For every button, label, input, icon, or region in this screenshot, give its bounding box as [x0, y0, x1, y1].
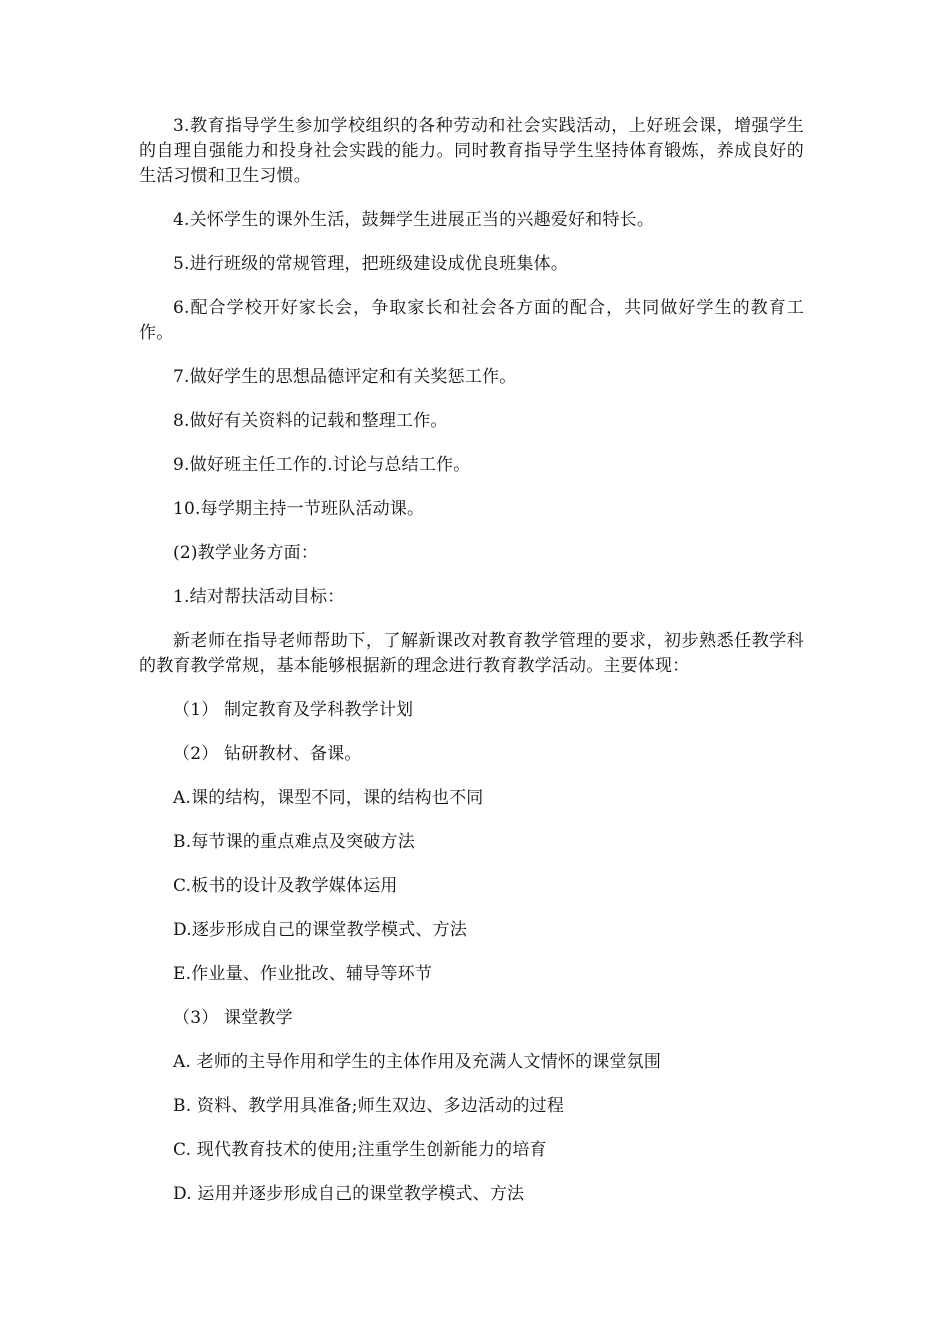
paragraph-item-10: 10.每学期主持一节班队活动课。: [173, 499, 425, 519]
list-item-classroom-d: D. 运用并逐步形成自己的课堂教学模式、方法: [173, 1184, 525, 1204]
list-item-prepare: （2） 钻研教材、备课。: [173, 744, 362, 764]
subheading-mentoring-goal: 1.结对帮扶活动目标：: [173, 587, 345, 607]
paragraph-item-9: 9.做好班主任工作的.讨论与总结工作。: [173, 455, 471, 475]
list-item-classroom: （3） 课堂教学: [173, 1008, 293, 1028]
paragraph-item-5: 5.进行班级的常规管理，把班级建设成优良班集体。: [173, 254, 569, 274]
paragraph-mentoring-description: 新老师在指导老师帮助下，了解新课改对教育教学管理的要求，初步熟悉任教学科的教育教学常规，基本能够根据新的理念进行教育教学活动。主要体现：: [139, 631, 804, 676]
section-heading-teaching: (2)教学业务方面：: [173, 543, 319, 563]
list-item-classroom-a: A. 老师的主导作用和学生的主体作用及充满人文情怀的课堂氛围: [173, 1052, 662, 1072]
list-item-plan: （1） 制定教育及学科教学计划: [173, 700, 414, 720]
list-item-classroom-c: C. 现代教育技术的使用;注重学生创新能力的培育: [173, 1140, 547, 1160]
paragraph-item-6: 6.配合学校开好家长会，争取家长和社会各方面的配合，共同做好学生的教育工作。: [139, 298, 804, 343]
paragraph-item-7: 7.做好学生的思想品德评定和有关奖惩工作。: [173, 367, 517, 387]
list-item-classroom-b: B. 资料、教学用具准备;师生双边、多边活动的过程: [173, 1096, 565, 1116]
list-item-prepare-d: D.逐步形成自己的课堂教学模式、方法: [173, 920, 468, 940]
document-body: [139, 114, 804, 1226]
list-item-prepare-e: E.作业量、作业批改、辅导等环节: [173, 964, 433, 984]
list-item-prepare-c: C.板书的设计及教学媒体运用: [173, 876, 398, 896]
list-item-prepare-b: B.每节课的重点难点及突破方法: [173, 832, 415, 852]
list-item-prepare-a: A.课的结构，课型不同，课的结构也不同: [173, 788, 484, 808]
paragraph-item-3: 3.教育指导学生参加学校组织的各种劳动和社会实践活动，上好班会课，增强学生的自理自强能力和投身社会实践的能力。同时教育指导学生坚持体育锻炼，养成良好的生活习惯和卫生习惯。: [139, 116, 804, 186]
paragraph-item-4: 4.关怀学生的课外生活，鼓舞学生进展正当的兴趣爱好和特长。: [173, 210, 655, 230]
paragraph-item-8: 8.做好有关资料的记载和整理工作。: [173, 411, 448, 431]
